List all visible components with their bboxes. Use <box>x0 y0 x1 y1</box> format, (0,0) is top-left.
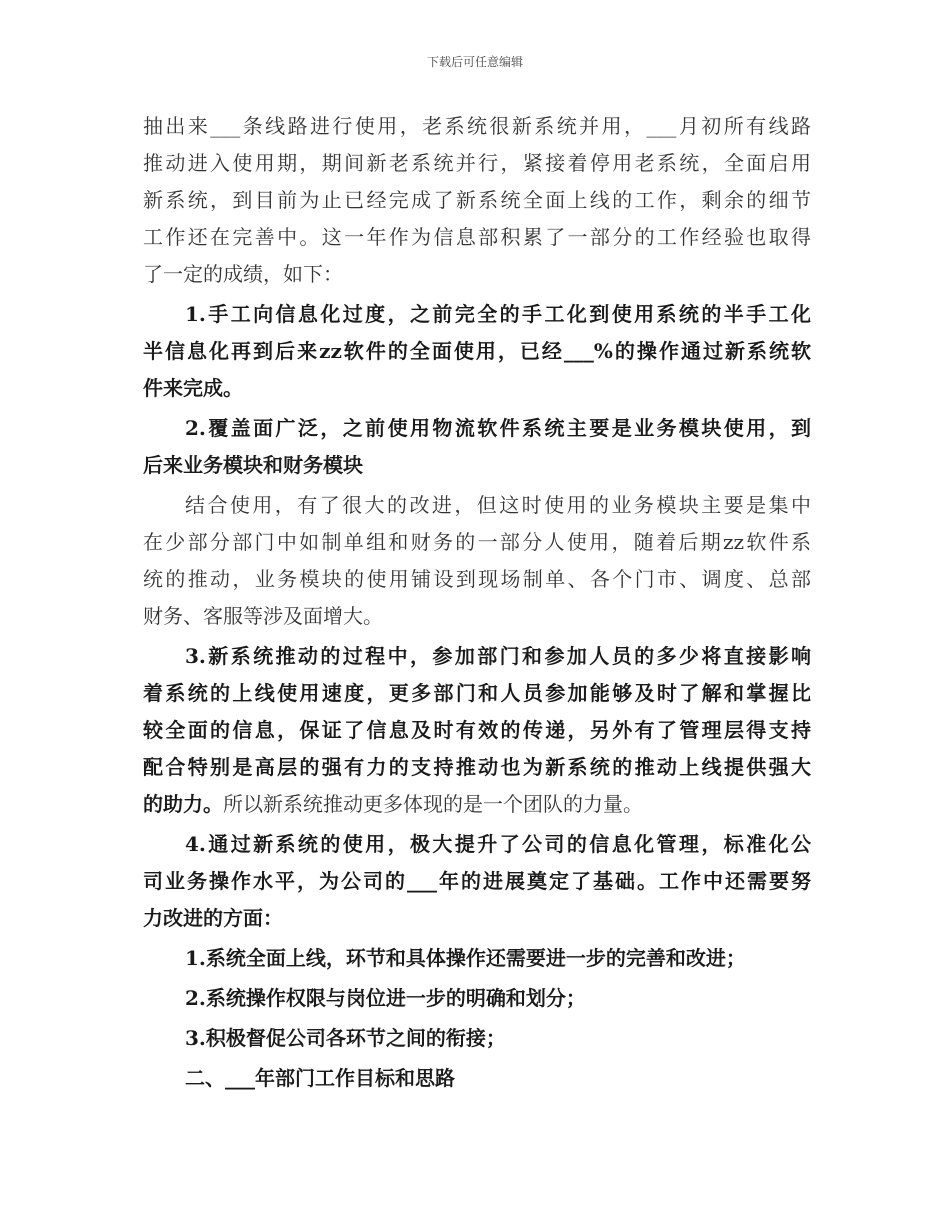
text-line-content: 的助力。 <box>143 792 223 816</box>
text-line <box>143 863 811 900</box>
text-line <box>143 675 811 712</box>
text-line-content: 司业务操作水平，为公司的___年的进展奠定了基础。工作中还需要努 <box>143 869 811 893</box>
text-line <box>143 826 811 863</box>
text-line <box>143 108 811 145</box>
text-line-content: 件来完成。 <box>143 376 243 400</box>
text-line <box>143 410 811 447</box>
text-line <box>143 182 811 219</box>
text-line-content: 配合特别是高层的强有力的支持推动也为新系统的推动上线提供强大 <box>143 755 811 779</box>
page-header: 下载后可任意编辑 <box>426 55 523 69</box>
text-line <box>143 749 811 786</box>
text-line-content: 1.手工向信息化过度，之前完全的手工化到使用系统的半手工化 <box>185 302 811 326</box>
text-line-content: 着系统的上线使用速度，更多部门和人员参加能够及时了解和掌握比 <box>143 681 811 705</box>
text-line <box>143 712 811 749</box>
text-line <box>143 219 811 256</box>
document-body <box>143 108 811 1097</box>
text-line <box>143 487 811 524</box>
text-line-content: 3.新系统推动的过程中，参加部门和参加人员的多少将直接影响 <box>185 644 811 668</box>
text-line <box>143 940 811 977</box>
text-line-content: 工作还在完善中。这一年作为信息部积累了一部分的工作经验也取得 <box>143 225 811 249</box>
text-line-content: 2.覆盖面广泛，之前使用物流软件系统主要是业务模块使用，到 <box>185 416 811 440</box>
text-line-content: 推动进入使用期，期间新老系统并行，紧接着停用老系统，全面启用 <box>143 151 811 175</box>
text-line <box>143 145 811 182</box>
text-line <box>143 333 811 370</box>
text-line-content: 新系统，到目前为止已经完成了新系统全面上线的工作，剩余的细节 <box>143 188 811 212</box>
text-line <box>143 370 811 407</box>
text-line <box>143 900 811 937</box>
text-line-content: 后来业务模块和财务模块 <box>143 453 363 477</box>
text-line-content: 3.积极督促公司各环节之间的衔接； <box>185 1026 506 1050</box>
text-line-content: 4.通过新系统的使用，极大提升了公司的信息化管理，标准化公 <box>185 832 811 856</box>
text-line-content: 了一定的成绩，如下： <box>143 262 343 286</box>
text-line-content: 二、___年部门工作目标和思路 <box>185 1066 455 1090</box>
text-line-tail: 所以新系统推动更多体现的是一个团队的力量。 <box>223 792 643 816</box>
text-line <box>143 524 811 561</box>
text-line-content: 结合使用，有了很大的改进，但这时使用的业务模块主要是集中 <box>185 493 811 517</box>
text-line <box>143 561 811 598</box>
text-line <box>143 598 811 635</box>
text-line-content: 1.系统全面上线，环节和具体操作还需要进一步的完善和改进； <box>185 946 746 970</box>
text-line-content: 较全面的信息，保证了信息及时有效的传递，另外有了管理层得支持 <box>143 718 811 742</box>
text-line <box>143 1060 811 1097</box>
text-line-content: 抽出来___条线路进行使用，老系统很新系统并用，___月初所有线路 <box>143 114 811 138</box>
text-line-content: 力改进的方面： <box>143 906 283 930</box>
text-line-content: 在少部分部门中如制单组和财务的一部分人使用，随着后期zz软件系 <box>143 530 811 554</box>
text-line <box>143 1020 811 1057</box>
text-line <box>143 256 811 293</box>
text-line <box>143 296 811 333</box>
text-line-content: 半信息化再到后来zz软件的全面使用，已经___%的操作通过新系统软 <box>143 339 811 363</box>
text-line-content: 财务、客服等涉及面增大。 <box>143 604 383 628</box>
text-line <box>143 447 811 484</box>
text-line <box>143 786 811 823</box>
text-line-content: 统的推动，业务模块的使用铺设到现场制单、各个门市、调度、总部 <box>143 567 811 591</box>
text-line <box>143 638 811 675</box>
text-line <box>143 980 811 1017</box>
text-line-content: 2.系统操作权限与岗位进一步的明确和划分； <box>185 986 586 1010</box>
